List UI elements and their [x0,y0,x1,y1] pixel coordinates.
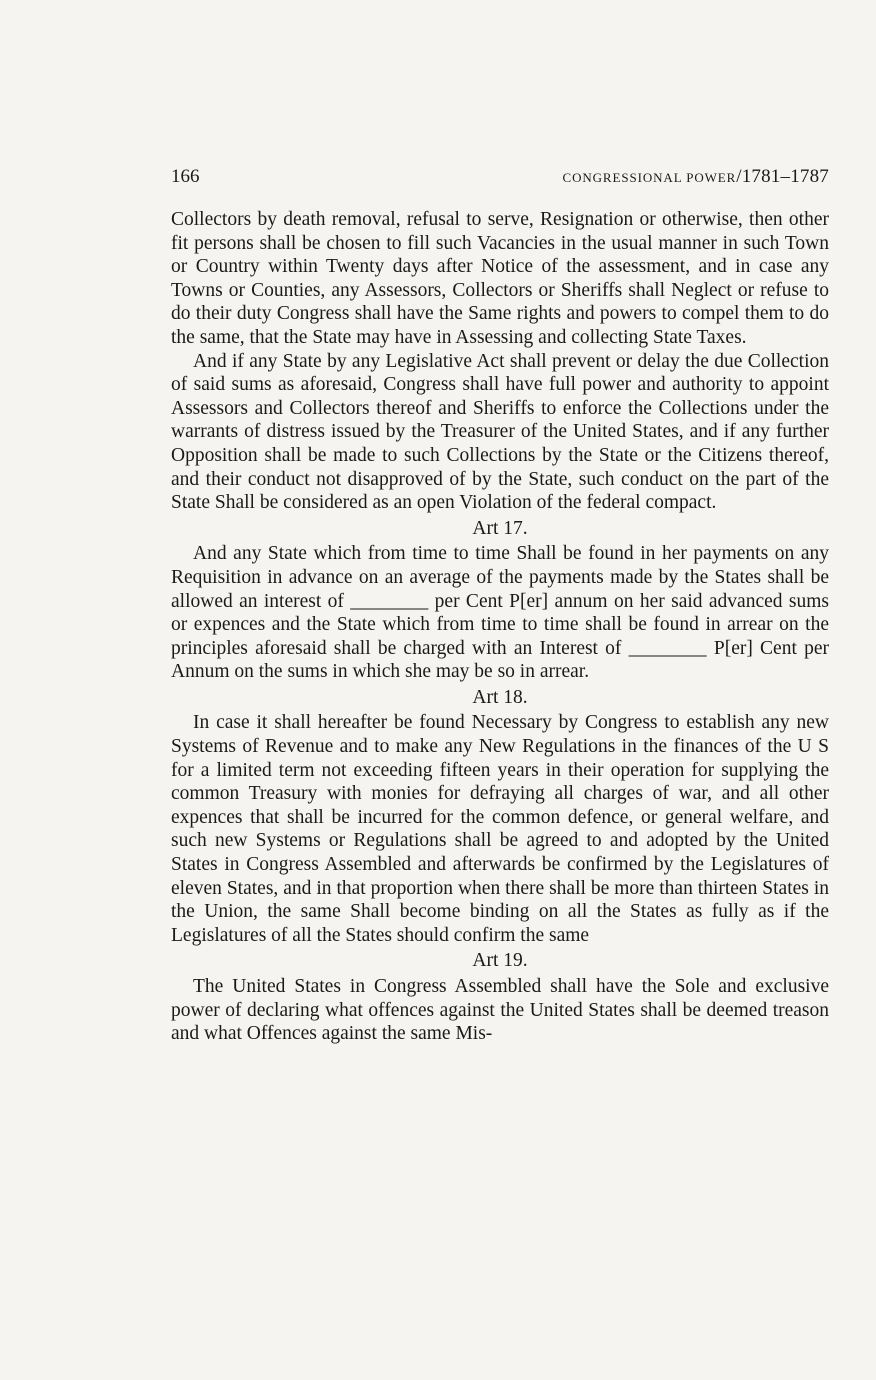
paragraph-continued: Collectors by death removal, refusal to serve, Resignation or otherwise, then other fit persons shall be chosen to fill such Vacancies in the usual manner in such Town or Country within Twenty days after Notice of the assessment, and in case any Towns or Counties, any Assessors, Collectors or Sheriffs shall Neglect or refuse to do their duty Congress shall have the Same rights and powers to compel them to do the same, that the State may have in Assessing and collecting State Taxes. [171,209,829,348]
paragraph-legislative-act: And if any State by any Legislative Act shall prevent or delay the due Collection of said sums as aforesaid, Congress shall have full power and authority to appoint Assessors and Collectors thereof and Sheriffs to enforce the Collections under the warrants of distress issued by the Treasurer of the United States, and if any further Opposition shall be made to such Collections by the State or the Citizens thereof, and their conduct not disapproved of by the State, such conduct on the part of the State Shall be considered as an open Violation of the federal compact. [171,350,829,514]
running-title [563,163,830,192]
paragraph-article-19: The United States in Congress Assembled shall have the Sole and exclusive power of declaring what offences against the United States shall be deemed treason and what Offences against the same Mis- [171,976,829,1045]
running-title-smallcaps: CONGRESSIONAL POWER [562,170,737,185]
page-number: 166 [171,166,200,187]
paragraph-article-17: And any State which from time to time Shall be found in her payments on any Requisition in advance on an average of the payments made by the States shall be allowed an interest of ________ per Cent P[er] annum on her said advanced sums or expences and the State which from time to time shall be found in arrear on the principles aforesaid shall be charged with an Interest of ________ P[er] Cent per Annum on the sums in which she may be so in arrear. [171,543,829,683]
article-18-heading: Art 18. [472,686,528,708]
running-title-years: /1781–1787 [736,166,829,187]
document-page [171,163,829,1046]
paragraph-article-18: In case it shall hereafter be found Necessary by Congress to establish any new Systems of Revenue and to make any New Regulations in the finances of the U S for a limited term not exceeding fifteen years in their operation for supplying the common Treasury with monies for defraying all charges of war, and all other expences that shall be incurred for the common defence, or general welfare, and such new Systems or Regulations shall be agreed to and adopted by the United States in Congress Assembled and afterwards be confirmed by the Legislatures of eleven States, and in that proportion when there shall be more than thirteen States in the Union, the same Shall become binding on all the States as fully as if the Legislatures of all the States should confirm the same [171,712,829,946]
article-17-heading: Art 17. [472,517,528,539]
body-text [171,208,829,1046]
running-head [171,163,829,192]
article-19-heading: Art 19. [472,950,528,972]
